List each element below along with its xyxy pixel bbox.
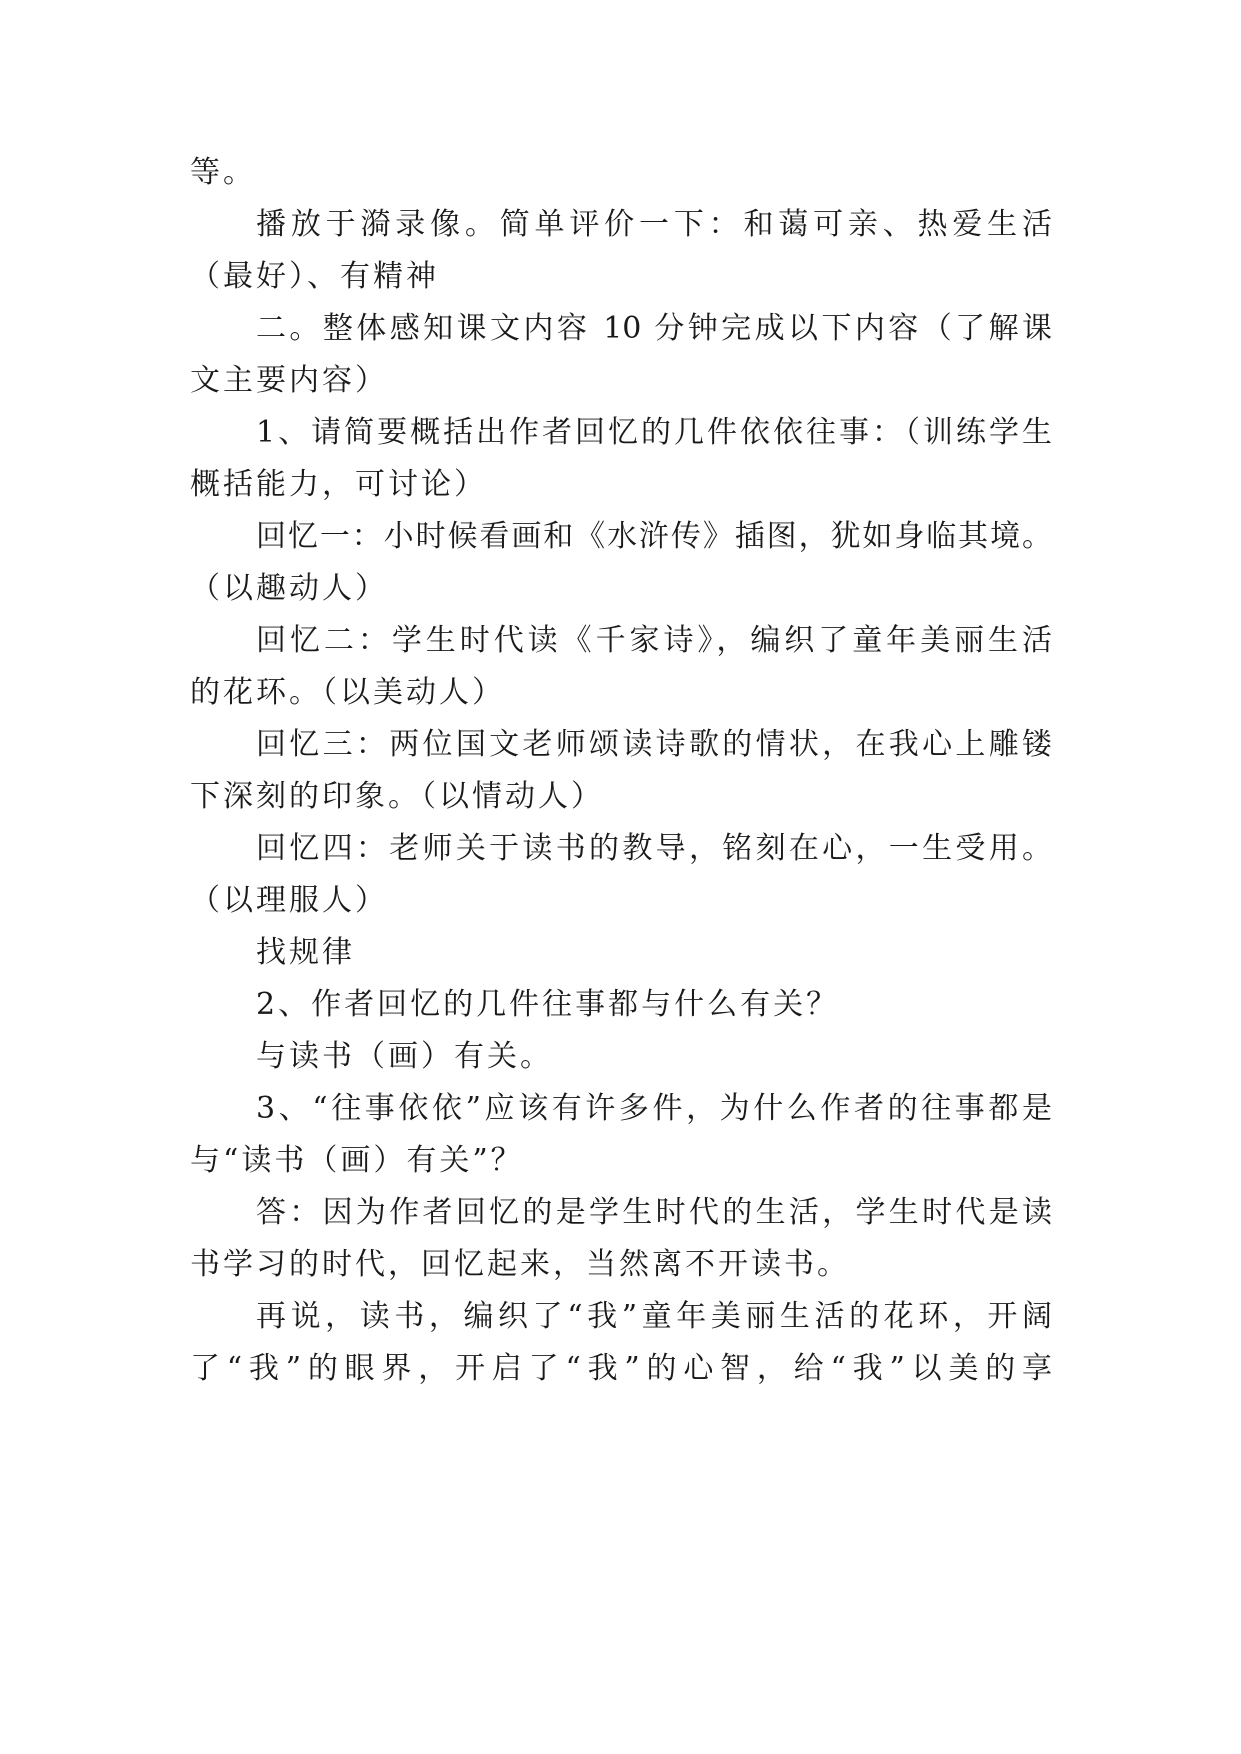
- text-line: 书学习的时代，回忆起来，当然离不开读书。: [190, 1247, 850, 1282]
- text-line: 二。整体感知课文内容 10 分钟完成以下内容（了解课: [256, 311, 1052, 346]
- text-line: 回忆一：小时候看画和《水浒传》插图，犹如身临其境。: [256, 519, 1052, 554]
- text-line: 2、作者回忆的几件往事都与什么有关？: [256, 987, 840, 1022]
- text-line: 文主要内容）: [190, 363, 388, 398]
- text-line: 回忆三：两位国文老师颂读诗歌的情状，在我心上雕镂: [256, 727, 1052, 762]
- text-line: （最好）、有精神: [190, 259, 439, 294]
- text-line: 回忆二：学生时代读《千家诗》，编织了童年美丽生活: [256, 623, 1052, 658]
- text-line: 1、请简要概括出作者回忆的几件依依往事：（训练学生: [256, 415, 1052, 450]
- text-line: 下深刻的印象。（以情动人）: [190, 779, 604, 814]
- text-line: 答：因为作者回忆的是学生时代的生活，学生时代是读: [256, 1195, 1052, 1230]
- text-line: 的花环。（以美动人）: [190, 675, 505, 710]
- text-line: 与读书（画）有关。: [256, 1039, 553, 1074]
- text-line: 3、“往事依依”应该有许多件，为什么作者的往事都是: [256, 1091, 1052, 1126]
- text-line: 找规律: [256, 935, 355, 970]
- text-line: 等。: [190, 155, 256, 190]
- text-line: 回忆四：老师关于读书的教导，铭刻在心，一生受用。: [256, 831, 1052, 866]
- text-line: （以趣动人）: [190, 571, 388, 606]
- text-line: 播放于漪录像。简单评价一下：和蔼可亲、热爱生活: [256, 207, 1052, 242]
- text-line: 了“我”的眼界，开启了“我”的心智，给“我”以美的享: [190, 1351, 1052, 1386]
- text-line: 与“读书（画）有关”？: [190, 1143, 524, 1178]
- text-line: 概括能力，可讨论）: [190, 467, 487, 502]
- text-line: 再说，读书，编织了“我”童年美丽生活的花环，开阔: [256, 1299, 1052, 1334]
- text-line: （以理服人）: [190, 883, 388, 918]
